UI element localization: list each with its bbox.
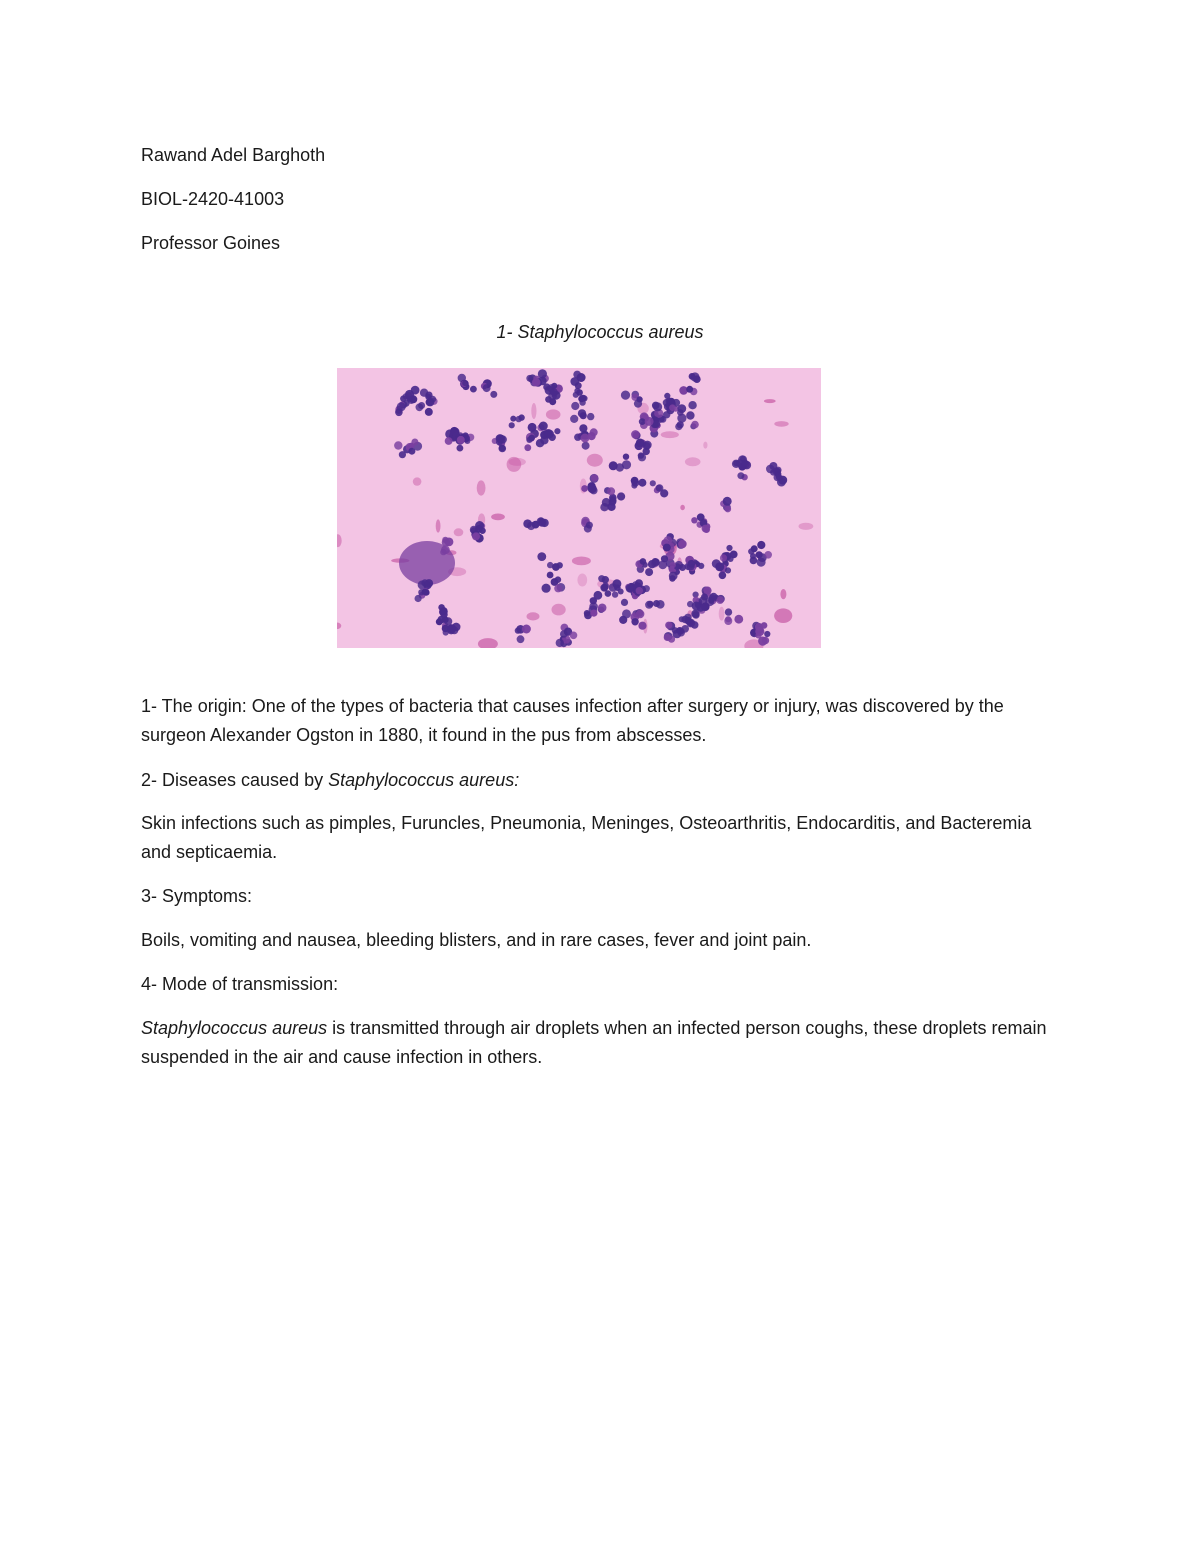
coccus-cell [523, 519, 532, 528]
diseases-heading-prefix: 2- Diseases caused by [141, 770, 329, 790]
coccus-cell [570, 415, 578, 423]
coccus-cell [688, 560, 696, 568]
coccus-cell [425, 392, 432, 399]
coccus-cell [445, 437, 453, 445]
coccus-cell [640, 558, 647, 565]
coccus-cell [623, 454, 629, 460]
coccus-cell [645, 601, 653, 609]
coccus-cell [457, 436, 465, 444]
coccus-cell [677, 414, 686, 423]
coccus-cell [470, 386, 477, 393]
coccus-cell [598, 575, 605, 582]
coccus-cell [528, 423, 537, 432]
coccus-cell [638, 622, 646, 630]
coccus-cell [607, 487, 615, 495]
figure-caption-name: Staphylococcus aureus [517, 322, 704, 342]
coccus-cell [663, 411, 670, 418]
coccus-cell [609, 461, 618, 470]
coccus-cell [581, 395, 587, 401]
coccus-cell [643, 441, 652, 450]
coccus-cell [423, 589, 429, 595]
coccus-cell [669, 562, 676, 569]
figure-caption-prefix: 1- [496, 322, 518, 342]
coccus-cell [756, 551, 763, 558]
coccus-cell [457, 445, 464, 452]
coccus-cell [612, 579, 621, 588]
origin-paragraph: 1- The origin: One of the types of bacteria that causes infection after surgery or injury, was discovered by the surgeon Alexander Ogston in 1880, it found in the pus from abscesses. [141, 696, 1004, 745]
course-code: BIOL-2420-41003 [141, 189, 285, 209]
coccus-cell [669, 572, 678, 581]
stain-debris [552, 604, 566, 616]
coccus-cell [542, 584, 551, 593]
stain-debris [477, 480, 486, 495]
coccus-cell [645, 417, 654, 426]
coccus-cell [725, 506, 732, 513]
micrograph-image [337, 368, 821, 648]
coccus-cell [425, 579, 433, 587]
coccus-cell [691, 517, 697, 523]
micrograph-background [337, 368, 821, 648]
coccus-cell [464, 438, 470, 444]
coccus-cell [556, 639, 564, 647]
coccus-cell [524, 444, 531, 451]
stain-debris [491, 514, 505, 521]
coccus-cell [684, 617, 692, 625]
coccus-cell [483, 384, 491, 392]
coccus-cell [578, 409, 586, 417]
coccus-cell [522, 625, 531, 634]
coccus-cell [612, 591, 618, 597]
coccus-cell [691, 421, 699, 429]
coccus-cell [574, 434, 581, 441]
coccus-cell [653, 402, 662, 411]
coccus-cell [475, 521, 484, 530]
coccus-cell [617, 492, 625, 500]
coccus-cell [761, 622, 768, 629]
coccus-cell [631, 618, 638, 625]
coccus-cell [537, 552, 546, 561]
coccus-cell [703, 587, 711, 595]
coccus-cell [712, 559, 721, 568]
coccus-cell [462, 380, 468, 386]
coccus-cell [573, 392, 579, 398]
coccus-cell [701, 602, 710, 611]
coccus-cell [598, 604, 607, 613]
stain-debris [527, 612, 540, 620]
coccus-cell [764, 551, 772, 559]
coccus-cell [415, 595, 422, 602]
coccus-cell [631, 430, 640, 439]
coccus-cell [554, 584, 562, 592]
coccus-cell [664, 634, 671, 641]
stain-debris [587, 454, 603, 467]
coccus-cell [509, 422, 515, 428]
coccus-cell [560, 630, 568, 638]
transmission-paragraph [141, 1014, 1051, 1071]
coccus-cell [737, 472, 744, 479]
stain-debris [703, 442, 707, 449]
transmission-name: Staphylococcus aureus [141, 1018, 328, 1038]
coccus-cell [472, 532, 480, 540]
coccus-cell [734, 615, 743, 624]
coccus-cell [690, 372, 699, 381]
author-name: Rawand Adel Barghoth [141, 145, 326, 165]
diseases-heading [141, 766, 519, 794]
coccus-cell [639, 418, 646, 425]
coccus-cell [584, 610, 590, 616]
coccus-cell [587, 413, 594, 420]
coccus-cell [650, 480, 656, 486]
professor-name: Professor Goines [141, 233, 281, 253]
coccus-cell [590, 428, 598, 436]
coccus-cell [725, 567, 731, 573]
coccus-cell [490, 391, 497, 398]
coccus-cell [637, 396, 643, 402]
coccus-cell [742, 459, 749, 466]
symptoms-paragraph: Boils, vomiting and nausea, bleeding blisters, and in rare cases, fever and joint pain. [141, 930, 812, 950]
coccus-cell [497, 435, 506, 444]
coccus-cell [581, 434, 590, 443]
coccus-cell [697, 513, 705, 521]
coccus-cell [692, 602, 701, 611]
coccus-cell [581, 485, 588, 492]
coccus-cell [397, 402, 406, 411]
coccus-cell [408, 448, 415, 455]
coccus-cell [579, 424, 587, 432]
coccus-cell [400, 395, 406, 401]
stain-debris [680, 505, 685, 510]
coccus-cell [755, 632, 761, 638]
transmission-body: is transmitted through air droplets when an infected person coughs, these droplets remain suspended in the air and cause infection in others. [141, 1018, 1047, 1067]
coccus-cell [656, 600, 665, 609]
coccus-cell [692, 611, 699, 618]
coccus-cell [594, 591, 603, 600]
coccus-cell [686, 386, 693, 393]
micrograph-svg [337, 368, 821, 648]
coccus-cell [555, 576, 562, 583]
coccus-cell [532, 521, 540, 529]
coccus-cell [664, 536, 673, 545]
diseases-heading-name: Staphylococcus aureus: [328, 770, 520, 790]
stain-debris [799, 523, 814, 530]
diseases-paragraph: Skin infections such as pimples, Furuncles, Pneumonia, Meninges, Osteoarthritis, Endocarditis, and Bacteremia and septicaemia. [141, 813, 1032, 862]
coccus-cell [539, 422, 548, 431]
coccus-cell [631, 479, 639, 487]
coccus-cell [757, 558, 766, 567]
coccus-cell [526, 437, 532, 443]
coccus-cell [418, 402, 425, 409]
coccus-cell [550, 388, 558, 396]
coccus-cell [776, 474, 782, 480]
coccus-cell [726, 545, 732, 551]
coccus-cell [638, 479, 646, 487]
coccus-cell [751, 545, 758, 552]
coccus-cell [725, 608, 732, 615]
coccus-cell [554, 428, 560, 434]
stain-debris [661, 431, 679, 438]
coccus-cell [426, 398, 435, 407]
stain-debris [685, 457, 701, 466]
coccus-cell [551, 383, 557, 389]
symptoms-heading: 3- Symptoms: [141, 886, 253, 906]
coccus-cell [425, 408, 433, 416]
coccus-cell [618, 589, 624, 595]
coccus-cell [577, 373, 586, 382]
coccus-cell [663, 544, 671, 552]
coccus-cell [582, 442, 590, 450]
coccus-cell [638, 453, 646, 461]
coccus-cell [590, 610, 597, 617]
coccus-cell [517, 635, 525, 643]
stain-debris [764, 399, 776, 403]
coccus-cell [499, 445, 507, 453]
coccus-cell [440, 607, 448, 615]
coccus-cell [515, 627, 521, 633]
stain-debris [572, 557, 591, 566]
coccus-cell [591, 474, 598, 481]
stain-debris [546, 409, 561, 419]
stain-debris [507, 457, 522, 472]
stain-debris [774, 421, 788, 427]
coccus-cell [656, 484, 664, 492]
coccus-cell [686, 411, 694, 419]
coccus-cell [698, 563, 704, 569]
coccus-cell [665, 622, 672, 629]
stain-debris [774, 608, 792, 623]
coccus-cell [636, 610, 645, 619]
coccus-cell [571, 402, 579, 410]
coccus-cell [676, 627, 683, 634]
stain-debris [436, 519, 441, 532]
coccus-cell [557, 562, 563, 568]
coccus-cell [547, 572, 554, 579]
coccus-cell [688, 401, 696, 409]
coccus-cell [636, 587, 643, 594]
coccus-cell [750, 553, 756, 559]
stain-debris [454, 528, 464, 536]
coccus-cell [720, 554, 727, 561]
coccus-cell [442, 538, 450, 546]
transmission-heading: 4- Mode of transmission: [141, 974, 339, 994]
stain-debris [577, 574, 587, 587]
coccus-cell [601, 584, 608, 591]
coccus-cell [724, 617, 732, 625]
coccus-cell [622, 460, 631, 469]
coccus-cell [626, 584, 634, 592]
coccus-cell [669, 404, 676, 411]
coccus-cell [719, 572, 727, 580]
coccus-cell [536, 439, 544, 447]
stain-debris [531, 403, 536, 419]
coccus-cell [677, 421, 684, 428]
coccus-cell [679, 616, 685, 622]
coccus-cell [723, 497, 732, 506]
coccus-cell [549, 398, 556, 405]
coccus-cell [757, 541, 765, 549]
coccus-cell [764, 631, 770, 637]
coccus-cell [621, 599, 628, 606]
coccus-cell [652, 558, 660, 566]
coccus-cell [570, 632, 578, 640]
coccus-cell [588, 484, 597, 493]
coccus-cell [399, 451, 406, 458]
coccus-cell [678, 540, 687, 549]
coccus-cell [532, 378, 540, 386]
coccus-cell [510, 416, 516, 422]
coccus-cell [600, 503, 608, 511]
stain-debris [413, 477, 422, 485]
coccus-cell [586, 522, 593, 529]
coccus-cell [444, 617, 452, 625]
coccus-cell [645, 568, 653, 576]
coccus-cell [773, 468, 781, 476]
coccus-cell [621, 391, 630, 400]
coccus-cell [441, 545, 450, 554]
coccus-cell [619, 616, 627, 624]
figure-caption [0, 318, 1200, 346]
stain-debris [719, 607, 725, 621]
coccus-cell [516, 416, 522, 422]
coccus-cell [703, 526, 710, 533]
coccus-cell [664, 393, 670, 399]
stain-debris [780, 589, 786, 599]
coccus-cell [436, 618, 443, 625]
coccus-cell [653, 420, 661, 428]
coccus-cell [394, 441, 402, 449]
